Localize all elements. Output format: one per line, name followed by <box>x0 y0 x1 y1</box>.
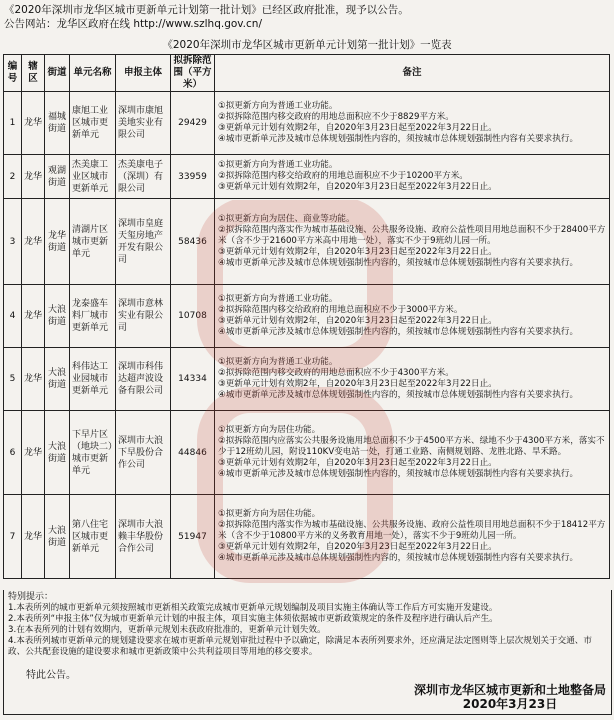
cell-notes <box>215 495 610 579</box>
cell-no: 4 <box>4 285 22 348</box>
tips-item: 3.在本表所列的计划有效期内，更新单元规划未获政府批准的，更新单元计划失效。 <box>8 625 326 635</box>
table-row <box>4 411 610 495</box>
note-line: ④城市更新单元涉及城市总体规划强制性内容的，须按城市总体规划强制性内容有关要求执行。 <box>218 258 579 268</box>
note-line: ①拟更新方向为普通工业功能。 <box>218 357 338 367</box>
note-line: ①拟更新方向为居住、商业等功能。 <box>218 214 355 224</box>
cell-applicant: 深圳市康旭美地实业有限公司 <box>116 92 171 155</box>
note-line: ④城市更新单元涉及城市总体规划强制性内容的，须按城市总体规划强制性内容有关要求执行。 <box>218 553 579 563</box>
note-line: ②拟拆除范围内移交政府的用地总面积应不少于4300平方米。 <box>218 368 454 378</box>
cell-area: 44846 <box>171 411 215 495</box>
tips-title: 特别提示： <box>8 592 54 602</box>
header-area: 拟拆除范围（平方米） <box>171 55 215 92</box>
header-notes: 备注 <box>215 55 610 92</box>
cell-street: 大浪街道 <box>45 411 70 495</box>
cell-area: 10708 <box>171 285 215 348</box>
note-line: ③更新单元计划有效期2年，自2020年3月23日起至2022年3月22日止。 <box>218 379 497 389</box>
closing-text: 特此公告。 <box>26 670 76 681</box>
table-row <box>4 155 610 199</box>
cell-applicant: 杰美康电子（深圳）有限公司 <box>116 155 171 199</box>
cell-district: 龙华 <box>22 92 45 155</box>
table-row <box>4 348 610 411</box>
cell-notes <box>215 285 610 348</box>
cell-district: 龙华 <box>22 155 45 199</box>
cell-street: 大浪街道 <box>45 495 70 579</box>
tips-item: 2.本表所列“申报主体”仅为城市更新单元计划的申报主体，项目实施主体须依据城市更新政策规定的条件及程序进行确认后产生。 <box>8 614 498 624</box>
cell-no: 6 <box>4 411 22 495</box>
cell-street: 观湖街道 <box>45 155 70 199</box>
table-header-row <box>4 55 610 92</box>
cell-district: 龙华 <box>22 348 45 411</box>
cell-no: 3 <box>4 199 22 285</box>
cell-street: 福城街道 <box>45 92 70 155</box>
table-row <box>4 495 610 579</box>
plan-table <box>3 54 610 579</box>
note-line: ②拟拆除范围内移交政府的用地总面积应不少于8829平方米。 <box>218 112 454 122</box>
cell-street: 大浪街道 <box>45 348 70 411</box>
note-line: ②拟拆除范围内应落实公共服务设施用地总面积不少于4500平方米、绿地不少于4300平方米，落实不少于12班幼儿园，附设110KV变电站一处，打通工业路、南侧规划路、龙胜北路、旱禾路。 <box>218 436 605 457</box>
note-line: ①拟更新方向为居住功能。 <box>218 509 321 519</box>
cell-district: 龙华 <box>22 411 45 495</box>
note-line: ①拟更新方向为居住功能。 <box>218 425 321 435</box>
note-line: ④城市更新单元涉及城市总体规划强制性内容的，须按城市总体规划强制性内容有关要求执行。 <box>218 390 579 400</box>
table-row <box>4 285 610 348</box>
note-line: ④城市更新单元涉及城市总体规划强制性内容的，须按城市总体规划强制性内容有关要求执行。 <box>218 469 579 479</box>
signature-block <box>414 683 606 711</box>
cell-applicant: 深圳市科伟达超声波设备有限公司 <box>116 348 171 411</box>
plan-table-wrapper <box>3 54 610 579</box>
note-line: ③更新单元计划有效期2年，自2020年3月23日起至2022年3月22日止。 <box>218 542 497 552</box>
cell-applicant: 深圳市皇庭天玺房地产开发有限公司 <box>116 199 171 285</box>
note-line: ②拟拆除范围内移交给政府的用地总面积应不少于3000平方米。 <box>218 305 463 315</box>
header-applicant: 申报主体 <box>116 55 171 92</box>
tips-item: 4.本表所列城市更新单元的规划建设要求在城市更新单元规划审批过程中予以确定，除满足本表所列要求外，还应满足法定图则等上层次规划关于交通、市政、公共配套设施的建设要求和城市更新政策中公共利益项目等用地的移交要求。 <box>8 636 592 657</box>
cell-no: 1 <box>4 92 22 155</box>
note-line: ①拟更新方向为普通工业功能。 <box>218 294 338 304</box>
note-line: ④城市更新单元涉及城市总体规划强制性内容的，须按城市总体规划强制性内容有关要求执行。 <box>218 327 579 337</box>
cell-area: 14334 <box>171 348 215 411</box>
cell-applicant: 深圳市大浪下早股份合作公司 <box>116 411 171 495</box>
intro-line-1: 《2020年深圳市龙华区城市更新单元计划第一批计划》已经区政府批准，现予以公告。 <box>4 4 409 16</box>
cell-notes <box>215 348 610 411</box>
cell-street: 大浪街道 <box>45 285 70 348</box>
header-street: 街道 <box>45 55 70 92</box>
note-line: ③更新单元计划有效期2年，自2020年3月23日起至2022年3月22日止。 <box>218 316 497 326</box>
note-line: ③更新单元计划有效期2年，自2020年3月23日起至2022年3月22日止。 <box>218 123 497 133</box>
cell-applicant: 深圳市大浪赖丰华股份合作公司 <box>116 495 171 579</box>
note-line: ③更新单元计划有效期2年，自2020年3月23日起至2022年3月22日止。 <box>218 458 497 468</box>
table-caption: 《2020年深圳市龙华区城市更新单元计划第一批计划》一览表 <box>162 39 452 51</box>
header-unit: 单元名称 <box>70 55 116 92</box>
cell-unit: 龙泰盛车料厂城市更新单元 <box>70 285 116 348</box>
cell-notes <box>215 155 610 199</box>
cell-area: 29429 <box>171 92 215 155</box>
cell-area: 58436 <box>171 199 215 285</box>
table-row <box>4 92 610 155</box>
cell-district: 龙华 <box>22 199 45 285</box>
cell-notes <box>215 92 610 155</box>
note-line: ③更新单元计划有效期2年，自2020年3月23日起至2022年3月22日止。 <box>218 247 497 257</box>
cell-district: 龙华 <box>22 285 45 348</box>
signature-date: 2020年3月23日 <box>462 697 558 711</box>
cell-area: 33959 <box>171 155 215 199</box>
cell-no: 2 <box>4 155 22 199</box>
table-row <box>4 199 610 285</box>
note-line: ②拟拆除范围内落实作为城市基础设施、公共服务设施、政府公益性项目用地总面积不少于28400平方米（含不少于21600平方米高中用地一处），落实不少于9班幼儿园一所。 <box>218 225 606 246</box>
cell-unit: 杰美康工业区城市更新单元 <box>70 155 116 199</box>
cell-unit: 康旭工业区城市更新单元 <box>70 92 116 155</box>
header-district: 辖区 <box>22 55 45 92</box>
note-line: ①拟更新方向为普通工业功能。 <box>218 160 338 170</box>
note-line: ②拟拆除范围内落实作为城市基础设施、公共服务设施、政府公益性项目用地总面积不少于18412平方米（含不少于10800平方米的义务教育用地一处），落实不少于9班幼儿园一所。 <box>218 520 606 541</box>
cell-unit: 清湖片区城市更新单元 <box>70 199 116 285</box>
cell-unit: 科伟达工业园城市更新单元 <box>70 348 116 411</box>
header-no: 编号 <box>4 55 22 92</box>
cell-no: 5 <box>4 348 22 411</box>
tips-item: 1.本表所列的城市更新单元须按照城市更新相关政策完成城市更新单元规划编制及项目实施主体确认等工作后方可实施开发建设。 <box>8 603 498 613</box>
cell-area: 51947 <box>171 495 215 579</box>
cell-applicant: 深圳市意林实业有限公司 <box>116 285 171 348</box>
cell-no: 7 <box>4 495 22 579</box>
cell-notes <box>215 199 610 285</box>
note-line: ③更新单元计划有效期2年，自2020年3月23日起至2022年3月22日止。 <box>218 182 497 192</box>
cell-unit: 第八住宅区城市更新单元 <box>70 495 116 579</box>
cell-unit: 下早片区（地块二）城市更新单元 <box>70 411 116 495</box>
cell-notes <box>215 411 610 495</box>
cell-district: 龙华 <box>22 495 45 579</box>
note-line: ①拟更新方向为普通工业功能。 <box>218 101 338 111</box>
signature-org: 深圳市龙华区城市更新和土地整备局 <box>413 683 606 697</box>
intro <box>4 3 610 31</box>
cell-street: 龙华街道 <box>45 199 70 285</box>
note-line: ④城市更新单元涉及城市总体规划强制性内容的，须按城市总体规划强制性内容有关要求执行。 <box>218 134 579 144</box>
note-line: ②拟拆除范围内移交给政府的用地总面积应不少于10200平方米。 <box>218 171 468 181</box>
intro-line-2: 公告网站：龙华区政府在线 http://www.szlhq.gov.cn/ <box>4 18 262 30</box>
